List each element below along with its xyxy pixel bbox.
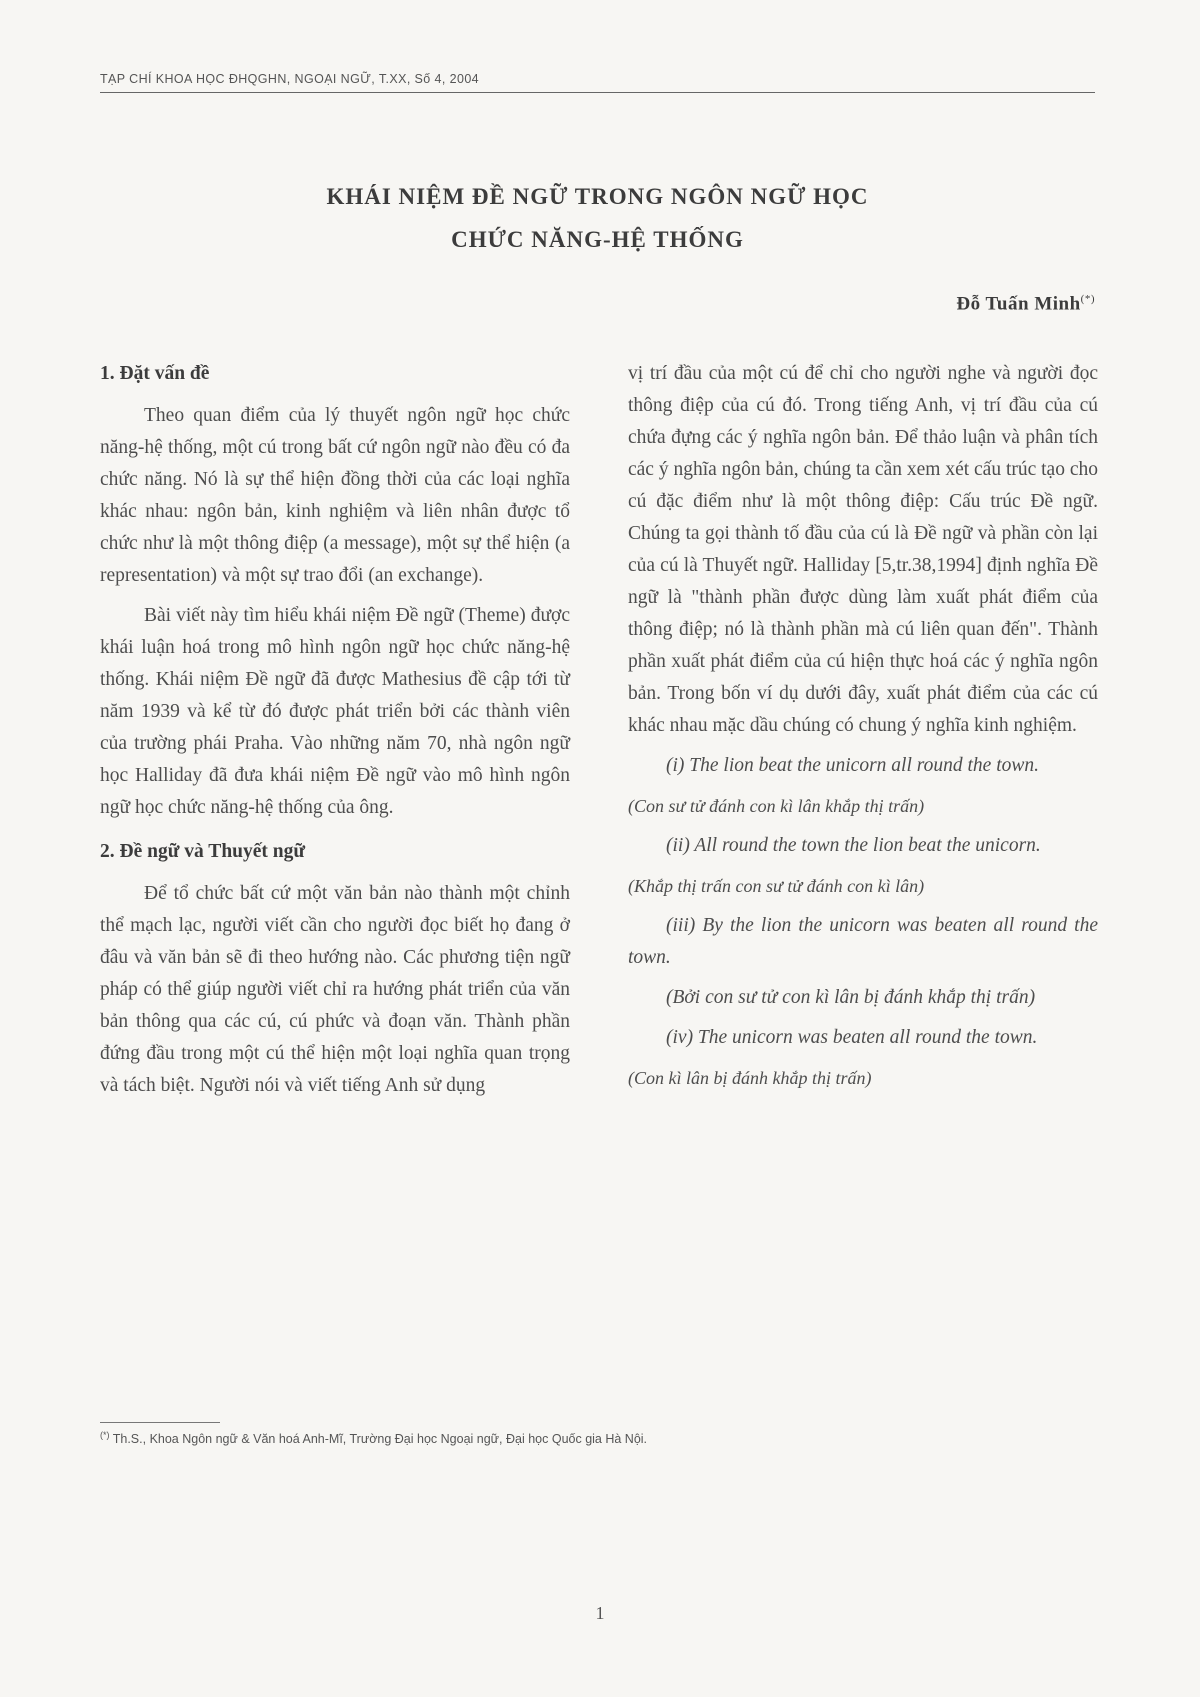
right-column <box>628 358 1098 1094</box>
example-sentence: (i) The lion beat the unicorn all round the town. <box>666 755 1039 776</box>
example-translation: (Con sư tử đánh con kì lân khắp thị trấn) <box>628 796 925 816</box>
example-sentence: (iii) By the lion the unicorn was beaten all round the town. <box>628 915 1098 968</box>
paragraph: Để tổ chức bất cứ một văn bản nào thành một chỉnh thể mạch lạc, người viết cần cho người đọc biết họ đang ở đâu và văn bản sẽ đi theo hướng nào. Các phương tiện ngữ pháp có thể giúp người viết chỉ ra hướng phát triển của văn bản thông qua các cú, cú phức và đoạn văn. Thành phần đứng đầu trong một cú thể hiện một loại nghĩa quan trọng và tách biệt. Người nói và viết tiếng Anh sử dụng <box>100 883 570 1096</box>
author-name: Đỗ Tuấn Minh <box>956 293 1081 315</box>
author <box>956 293 1095 315</box>
paragraph: vị trí đầu của một cú để chỉ cho người nghe và người đọc thông điệp của cú đó. Trong tiếng Anh, vị trí đầu của cú chứa đựng các ý nghĩa ngôn bản. Để thảo luận và phân tích các ý nghĩa ngôn bản, chúng ta cần xem xét cấu trúc tạo cho cú đặc điểm như là một thông điệp: Cấu trúc Đề ngữ. Chúng ta gọi thành tố đầu của cú là Đề ngữ và phần còn lại của cú là Thuyết ngữ. Halliday [5,tr.38,1994] định nghĩa Đề ngữ là "thành phần được dùng làm xuất phát điểm của thông điệp; nó là thành phần mà cú liên quan đến". Thành phần xuất phát điểm của cú hiện thực hoá các ý nghĩa ngôn bản. Trong bốn ví dụ dưới đây, xuất phát điểm của các cú khác nhau mặc dầu chúng có chung ý nghĩa kinh nghiệm. <box>628 363 1098 736</box>
page-number: 1 <box>595 1603 605 1623</box>
example-sentence: (iv) The unicorn was beaten all round the town. <box>666 1027 1038 1048</box>
example-translation: (Khắp thị trấn con sư tử đánh con kì lân) <box>628 876 925 896</box>
author-footnote-mark: (*) <box>1080 293 1095 305</box>
example-translation: (Con kì lân bị đánh khắp thị trấn) <box>628 1068 872 1088</box>
footnote-text: Th.S., Khoa Ngôn ngữ & Văn hoá Anh-Mĩ, Trường Đại học Ngoại ngữ, Đại học Quốc gia Hà Nội. <box>112 1432 648 1447</box>
running-header: TẠP CHÍ KHOA HỌC ĐHQGHN, NGOẠI NGỮ, T.XX, Số 4, 2004 <box>100 72 1095 93</box>
title-line-2: CHỨC NĂNG-HỆ THỐNG <box>451 227 744 252</box>
article-title <box>100 175 1095 261</box>
footnote <box>100 1430 1095 1446</box>
footnote-divider <box>100 1422 220 1423</box>
example-sentence: (ii) All round the town the lion beat the unicorn. <box>666 835 1041 856</box>
paragraph: Bài viết này tìm hiểu khái niệm Đề ngữ (Theme) được khái luận hoá trong mô hình ngôn ngữ học chức năng-hệ thống. Khái niệm Đề ngữ đã được Mathesius đề cập tới từ năm 1939 và kể từ đó được phát triển bởi các thành viên của trường phái Praha. Vào những năm 70, nhà ngôn ngữ học Halliday đã đưa khái niệm Đề ngữ vào mô hình ngôn ngữ học chức năng-hệ thống của ông. <box>100 605 570 818</box>
example-translation: (Bởi con sư tử con kì lân bị đánh khắp thị trấn) <box>666 987 1036 1008</box>
section-heading-1: 1. Đặt vấn đề <box>100 363 210 384</box>
title-line-1: KHÁI NIỆM ĐỀ NGỮ TRONG NGÔN NGỮ HỌC <box>326 184 869 209</box>
paragraph: Theo quan điểm của lý thuyết ngôn ngữ học chức năng-hệ thống, một cú trong bất cứ ngôn ngữ nào đều có đa chức năng. Nó là sự thể hiện đồng thời của các loại nghĩa khác nhau: ngôn bản, kinh nghiệm và liên nhân được tổ chức như là một thông điệp (a message), một sự thể hiện (a representation) và một sự trao đổi (an exchange). <box>100 405 570 586</box>
footnote-mark: (*) <box>100 1430 110 1440</box>
left-column <box>100 358 570 1102</box>
section-heading-2: 2. Đề ngữ và Thuyết ngữ <box>100 841 306 862</box>
